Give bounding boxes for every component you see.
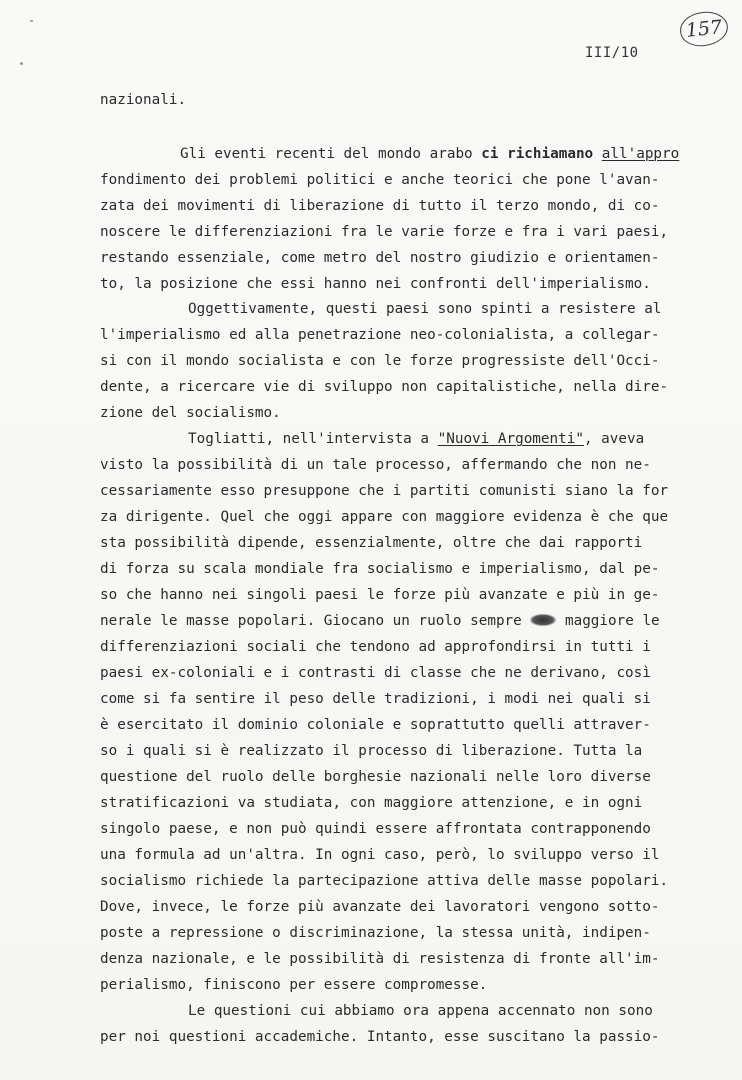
text-line: zione del socialismo. bbox=[100, 405, 281, 421]
text-line: Dove, invece, le forze più avanzate dei lavoratori vengono sotto- bbox=[100, 899, 660, 915]
text-line: singolo paese, e non può quindi essere affrontata contrapponendo bbox=[100, 821, 651, 837]
text-line: denza nazionale, e le possibilità di resistenza di fronte all'im- bbox=[100, 951, 660, 967]
text-line: cessariamente esso presuppone che i partiti comunisti siano la for bbox=[100, 483, 669, 499]
text-line: fondimento dei problemi politici e anche teorici che pone l'avan- bbox=[100, 172, 660, 188]
paper-speck bbox=[30, 20, 33, 22]
text-line: si con il mondo socialista e con le forze progressiste dell'Occi- bbox=[100, 353, 660, 369]
text-line: questione del ruolo delle borghesie nazionali nelle loro diverse bbox=[100, 769, 651, 785]
text-line: per noi questioni accademiche. Intanto, esse suscitano la passio- bbox=[100, 1029, 660, 1045]
text-line: zata dei movimenti di liberazione di tutto il terzo mondo, di co- bbox=[100, 198, 660, 214]
text-line: nazionali. bbox=[100, 92, 187, 108]
text-line: paesi ex-coloniali e i contrasti di classe che ne derivano, così bbox=[100, 665, 651, 681]
text-line: to, la posizione che essi hanno nei confronti dell'imperialismo. bbox=[100, 276, 651, 292]
ink-blot bbox=[530, 614, 556, 626]
page-number: III/10 bbox=[585, 45, 639, 61]
text-line: Togliatti, nell'intervista a "Nuovi Argomenti", aveva bbox=[188, 431, 645, 447]
text-line: poste a repressione o discriminazione, la stessa unità, indipen- bbox=[100, 925, 651, 941]
text-line: Le questioni cui abbiamo ora appena accennato non sono bbox=[188, 1003, 653, 1019]
text-line: differenziazioni sociali che tendono ad approfondirsi in tutti i bbox=[100, 639, 651, 655]
text-line: visto la possibilità di un tale processo, affermando che non ne- bbox=[100, 457, 651, 473]
text-line: socialismo richiede la partecipazione attiva delle masse popolari. bbox=[100, 873, 669, 889]
paper-speck bbox=[20, 62, 23, 65]
text-line: noscere le differenziazioni fra le varie forze e fra i vari paesi, bbox=[100, 224, 669, 240]
text-line: di forza su scala mondiale fra socialismo e imperialismo, dal pe- bbox=[100, 561, 660, 577]
text-line: l'imperialismo ed alla penetrazione neo-colonialista, a collegar- bbox=[100, 327, 660, 343]
text-line: Gli eventi recenti del mondo arabo ci richiamano all'appro bbox=[180, 146, 680, 162]
text-line: dente, a ricercare vie di sviluppo non capitalistiche, nella dire- bbox=[100, 379, 669, 395]
text-line: perialismo, finiscono per essere compromesse. bbox=[100, 977, 488, 993]
text-line: come si fa sentire il peso delle tradizioni, i modi nei quali si bbox=[100, 691, 651, 707]
archive-number-stamp: 157 bbox=[678, 10, 729, 49]
text-line: za dirigente. Quel che oggi appare con maggiore evidenza è che que bbox=[100, 509, 669, 525]
text-line: Oggettivamente, questi paesi sono spinti a resistere al bbox=[188, 301, 662, 317]
text-line: è esercitato il dominio coloniale e soprattutto quelli attraver- bbox=[100, 717, 651, 733]
text-line: restando essenziale, come metro del nostro giudizio e orientamen- bbox=[100, 250, 660, 266]
text-line: nerale le masse popolari. Giocano un ruolo sempre maggiore le bbox=[100, 613, 660, 629]
text-line: sta possibilità dipende, essenzialmente, oltre che dai rapporti bbox=[100, 535, 643, 551]
text-line: so i quali si è realizzato il processo di liberazione. Tutta la bbox=[100, 743, 643, 759]
text-line: stratificazioni va studiata, con maggiore attenzione, e in ogni bbox=[100, 795, 643, 811]
text-line: so che hanno nei singoli paesi le forze più avanzate e più in ge- bbox=[100, 587, 660, 603]
underlined-title: "Nuovi Argomenti" bbox=[437, 431, 584, 447]
text-line: una formula ad un'altra. In ogni caso, però, lo sviluppo verso il bbox=[100, 847, 660, 863]
